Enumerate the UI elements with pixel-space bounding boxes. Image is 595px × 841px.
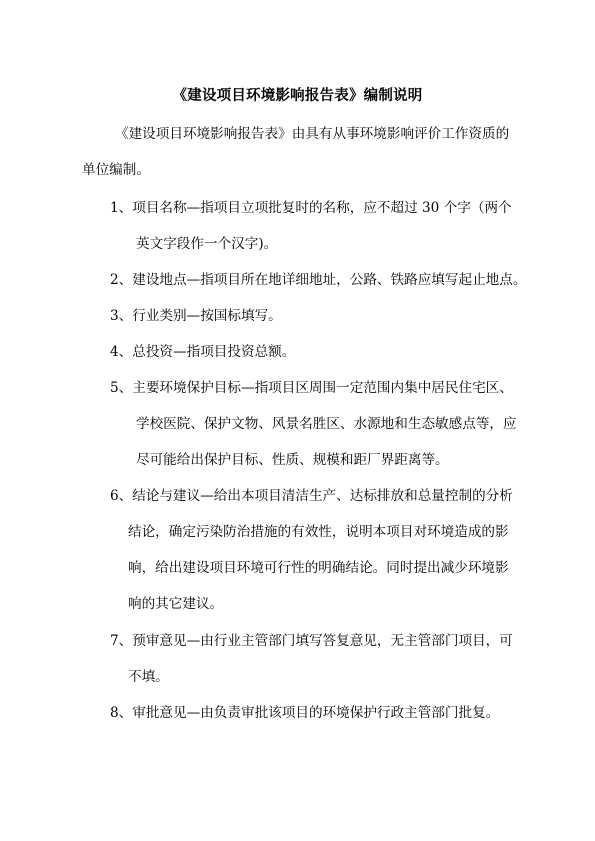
list-item-1 bbox=[110, 198, 512, 218]
list-item-5-continuation-2: 尽可能给出保护目标、性质、规模和距厂界距离等。 bbox=[136, 452, 449, 468]
list-item-6 bbox=[110, 486, 513, 506]
item-number: 1、 bbox=[110, 200, 133, 216]
item-number: 6、 bbox=[110, 488, 133, 504]
page-title: 《建设项目环境影响报告表》编制说明 bbox=[172, 88, 423, 104]
item-text: 审批意见—由负责审批该项目的环境保护行政主管部门批复。 bbox=[132, 705, 500, 721]
item-text: 总投资—指项目投资总额。 bbox=[132, 344, 296, 360]
intro-line-2: 单位编制。 bbox=[82, 162, 150, 178]
list-item-1-continuation: 英文字段作一个汉字)。 bbox=[136, 236, 278, 252]
item-number: 4、 bbox=[110, 344, 133, 360]
item-text: 预审意见—由行业主管部门填写答复意见，无主管部门项目，可 bbox=[132, 633, 513, 649]
item-text: 主要环境保护目标—指项目区周围一定范围内集中居民住宅区、 bbox=[132, 380, 513, 396]
item-number: 7、 bbox=[110, 633, 133, 649]
list-item-5-continuation-1: 学校医院、保护文物、风景名胜区、水源地和生态敏感点等，应 bbox=[136, 416, 517, 432]
item-text: 行业类别—按国标填写。 bbox=[132, 308, 282, 324]
list-item-3 bbox=[110, 306, 282, 326]
item-text: 结论与建议—给出本项目清洁生产、达标排放和总量控制的分析 bbox=[132, 488, 513, 504]
list-item-7 bbox=[110, 631, 513, 651]
item-number: 8、 bbox=[110, 705, 133, 721]
intro-line-1: 《建设项目环境影响报告表》由具有从事环境影响评价工作资质的 bbox=[115, 126, 510, 142]
list-item-4 bbox=[110, 342, 295, 362]
item-number: 2、 bbox=[110, 272, 133, 288]
list-item-8 bbox=[110, 703, 499, 723]
item-text: 项目名称—指项目立项批复时的名称，应不超过 30 个字（两个 bbox=[132, 200, 512, 216]
item-number: 3、 bbox=[110, 308, 133, 324]
list-item-2 bbox=[110, 270, 526, 290]
list-item-6-continuation-1: 结论，确定污染防治措施的有效性，说明本项目对环境造成的影 bbox=[128, 524, 509, 540]
list-item-6-continuation-3: 响的其它建议。 bbox=[128, 596, 224, 612]
list-item-6-continuation-2: 响，给出建设项目环境可行性的明确结论。同时提出减少环境影 bbox=[128, 560, 509, 576]
item-text: 建设地点—指项目所在地详细地址，公路、铁路应填写起止地点。 bbox=[132, 272, 527, 288]
list-item-7-continuation: 不填。 bbox=[128, 669, 169, 685]
list-item-5 bbox=[110, 378, 513, 398]
item-number: 5、 bbox=[110, 380, 133, 396]
